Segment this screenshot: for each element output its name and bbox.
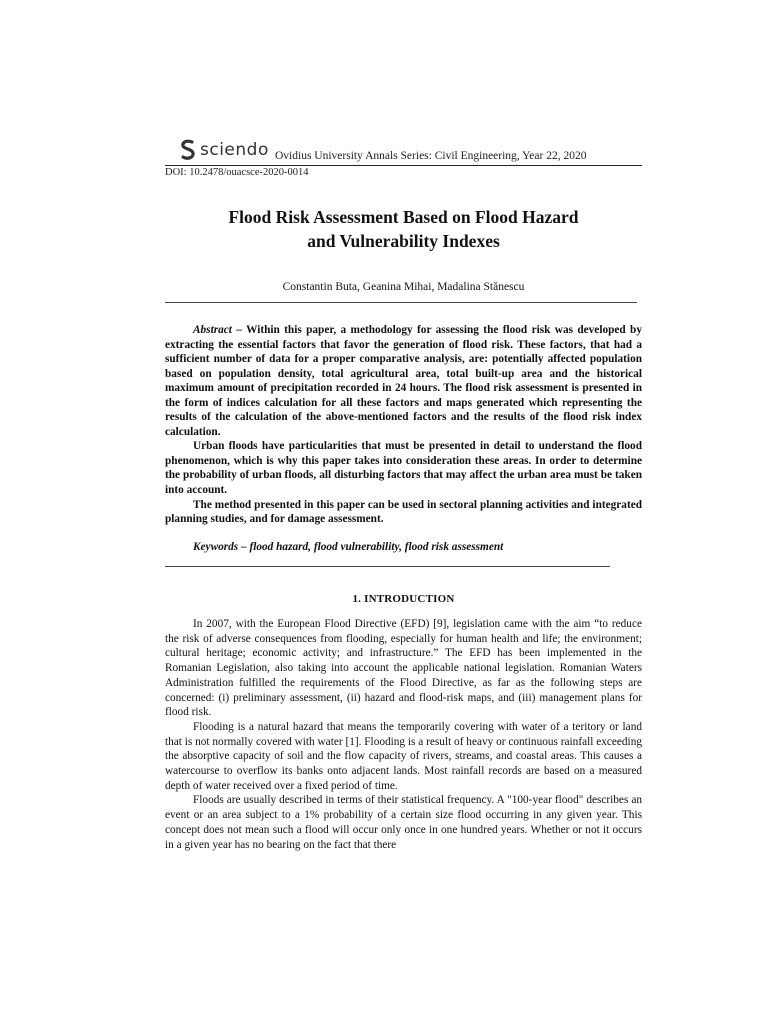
body-paragraph-1: In 2007, with the European Flood Directive (EFD) [9], legislation came with the aim “to reduce the risk of adverse consequences from flooding, especially for human health and life; the environment; cultural heritage; economic activity; and infrastructure.” The EFD has been implemented in the Romanian Legislation, also taking into account the applicable national legislation. Romanian Waters Administration fulfilled the requirements of the Flood Directive, as far as the following steps are concerned: (i) preliminary assessment, (ii) hazard and flood-risk maps, and (iii) management plans for flood risk. — [165, 618, 642, 719]
abstract-text-1: – Within this paper, a methodology for assessing the flood risk was developed by extracting the essential factors that favor the generation of flood risk. These factors, that had a sufficient number of data for a proper comparative analysis, are: potentially affected population based on population density, total agricultural area, total built-up area and the historical maximum amount of precipitation recorded in 24 hours. The flood risk assessment is presented in the form of indices calculation for all these factors and maps generated which representing the results of the calculation of the above-mentioned factors and the results of the flood risk index calculation. — [165, 324, 642, 438]
journal-name: Ovidius University Annals Series: Civil Engineering, Year 22, 2020 — [275, 150, 587, 162]
body-paragraph-2: Flooding is a natural hazard that means the temporarily covering with water of a teritory or land that is not normally covered with water [1]. Flooding is a result of heavy or continuous rainfall exceeding the absorptive capacity of soil and the flow capacity of rivers, streams, and coastal areas. This causes a watercourse to overflow its banks onto adjacent lands. Most rainfall records are based on a measured depth of water received over a fixed period of time. — [165, 720, 642, 792]
title-line-2: and Vulnerability Indexes — [307, 231, 500, 251]
paper-title — [165, 205, 642, 253]
introduction-body — [165, 617, 642, 852]
separator-top — [165, 302, 637, 303]
sciendo-s-icon — [179, 139, 197, 161]
header-rule — [165, 165, 642, 166]
authors: Constantin Buta, Geanina Mihai, Madalina Stănescu — [282, 281, 525, 293]
abstract-paragraph-2: Urban floods have particularities that must be presented in detail to understand the flood phenomenon, which is why this paper takes into consideration these areas. In order to determine the probability of urban floods, all disturbing factors that may affect the urban area must be taken into account. — [165, 440, 642, 497]
abstract — [165, 323, 642, 527]
doi: DOI: 10.2478/ouacsce-2020-0014 — [165, 167, 309, 178]
page-header — [165, 136, 642, 166]
abstract-label: Abstract — [193, 324, 232, 336]
sciendo-wordmark: sciendo — [200, 140, 269, 160]
body-paragraph-3: Floods are usually described in terms of their statistical frequency. A "100-year flood" describes an event or an area subject to a 1% probability of a certain size flood occurring in any given year. This concept does not mean such a flood will occur only once in one hundred years. Whether or not it occurs in a given year has no bearing on the fact that there — [165, 794, 642, 851]
keywords: Keywords – flood hazard, flood vulnerability, flood risk assessment — [193, 541, 504, 553]
separator-bottom — [165, 566, 610, 567]
abstract-paragraph-3: The method presented in this paper can be used in sectoral planning activities and integrated planning studies, and for damage assessment. — [165, 498, 642, 526]
sciendo-logo — [179, 139, 269, 161]
section-heading: 1. INTRODUCTION — [352, 593, 455, 605]
abstract-paragraph-1 — [165, 323, 642, 439]
title-line-1: Flood Risk Assessment Based on Flood Hazard — [228, 207, 579, 227]
